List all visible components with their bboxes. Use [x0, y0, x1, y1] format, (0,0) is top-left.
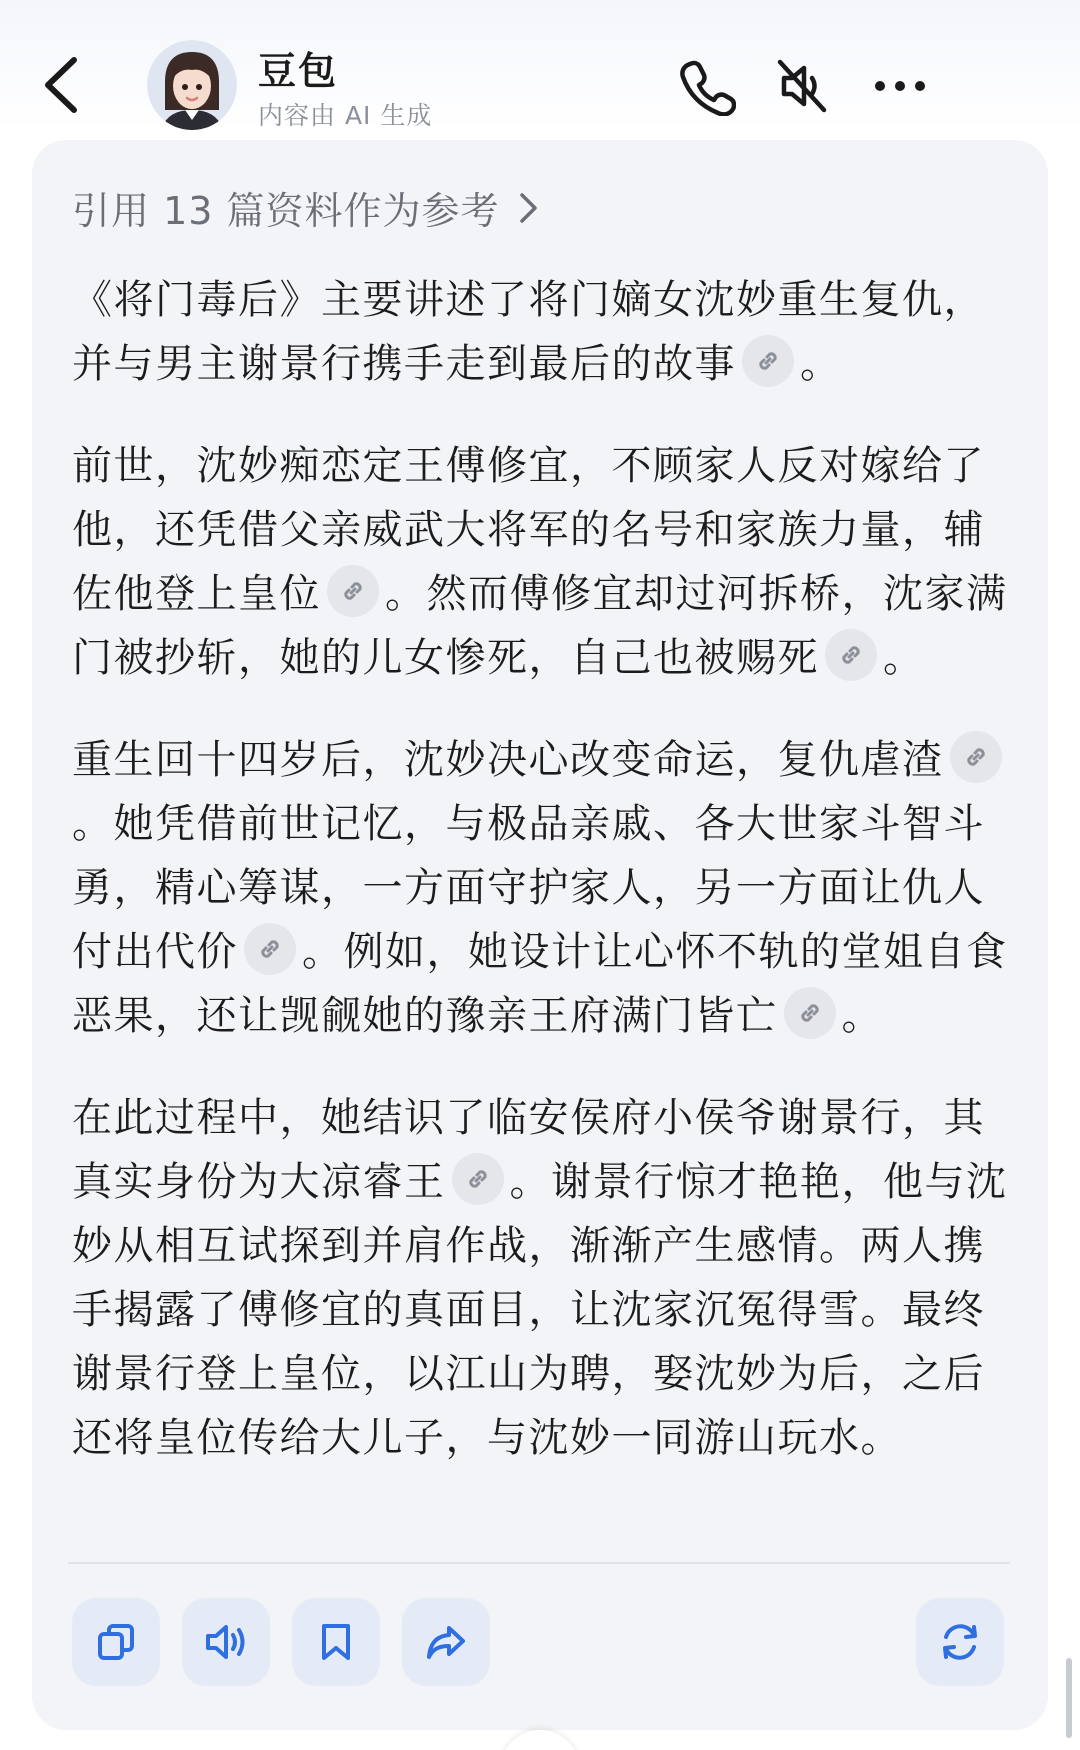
- citation-link-icon[interactable]: [825, 629, 877, 681]
- paragraph: 重生回十四岁后，沈妙决心改变命运，复仇虐渣 。她凭借前世记忆，与极品亲戚、各大世家斗智斗勇，精心筹谋，一方面守护家人，另一方面让仇人付出代价 。例如，她设计让心怀不轨的堂姐自食恶果，还让觊觎她的豫亲王府满门皆亡 。: [72, 728, 1012, 1048]
- chat-title: 豆包: [258, 49, 339, 93]
- divider: [68, 1562, 1010, 1564]
- scrollbar[interactable]: [1066, 1658, 1072, 1738]
- avatar[interactable]: [147, 40, 237, 130]
- citation-link-icon[interactable]: [244, 923, 296, 975]
- answer-text: [72, 268, 1012, 1508]
- regenerate-button[interactable]: [916, 1598, 1004, 1686]
- bottom-handle: [500, 1730, 580, 1750]
- chat-header: [0, 0, 1080, 160]
- mute-button[interactable]: [772, 56, 832, 116]
- share-button[interactable]: [402, 1598, 490, 1686]
- more-dots-icon: [870, 56, 930, 116]
- citation-link-icon[interactable]: [452, 1153, 504, 1205]
- citation-link-icon[interactable]: [327, 565, 379, 617]
- ai-generated-note: 内容由 AI 生成: [258, 101, 433, 130]
- citation-link-icon[interactable]: [950, 731, 1002, 783]
- references-link[interactable]: [72, 180, 540, 235]
- share-icon: [423, 1620, 469, 1664]
- references-label: 引用 13 篇资料作为参考: [72, 189, 500, 233]
- regenerate-icon: [937, 1619, 983, 1665]
- phone-icon: [676, 56, 736, 116]
- paragraph: 前世，沈妙痴恋定王傅修宜，不顾家人反对嫁给了他，还凭借父亲威武大将军的名号和家族力量，辅佐他登上皇位 。然而傅修宜却过河拆桥，沈家满门被抄斩，她的儿女惨死，自己也被赐死 。: [72, 443, 1008, 681]
- speaker-muted-icon: [772, 56, 832, 116]
- paragraph: 在此过程中，她结识了临安侯府小侯爷谢景行，其真实身份为大凉睿王 。谢景行惊才艳艳，他与沈妙从相互试探到并肩作战，渐渐产生感情。两人携手揭露了傅修宜的真面目，让沈家沉冤得雪。最终谢景行登上皇位，以江山为聘，娶沈妙为后，之后还将皇位传给大儿子，与沈妙一同游山玩水。: [72, 1095, 1008, 1461]
- copy-button[interactable]: [72, 1598, 160, 1686]
- back-button[interactable]: [38, 50, 88, 120]
- speaker-icon: [202, 1620, 250, 1664]
- assistant-avatar-icon: [147, 40, 237, 130]
- copy-icon: [94, 1620, 138, 1664]
- bookmark-button[interactable]: [292, 1598, 380, 1686]
- citation-link-icon[interactable]: [742, 335, 794, 387]
- call-button[interactable]: [676, 56, 736, 116]
- citation-link-icon[interactable]: [784, 987, 836, 1039]
- chevron-left-icon: [38, 50, 88, 120]
- bookmark-icon: [316, 1620, 356, 1664]
- paragraph: 《将门毒后》主要讲述了将门嫡女沈妙重生复仇，并与男主谢景行携手走到最后的故事 。: [72, 277, 985, 387]
- chevron-right-icon: [518, 191, 540, 225]
- read-aloud-button[interactable]: [182, 1598, 270, 1686]
- more-button[interactable]: [870, 56, 930, 116]
